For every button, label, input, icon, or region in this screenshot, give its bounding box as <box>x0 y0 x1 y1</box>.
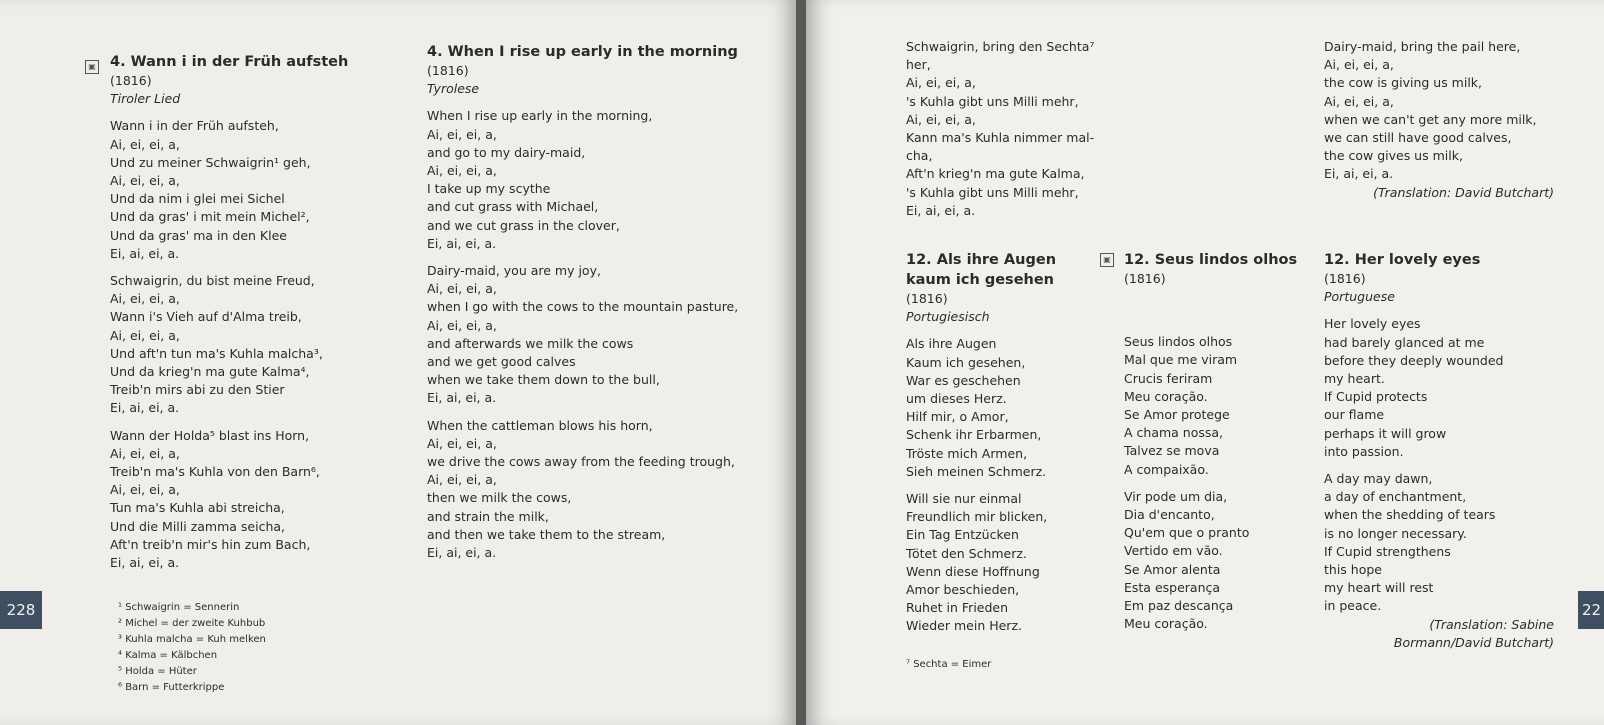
footnotes: ¹ Schwaigrin = Sennerin ² Michel = der zweite Kuhbub ³ Kuhla malcha = Kuh melken ⁴ Kalma = Kälbchen ⁵ Holda = Hüter ⁶ Barn = Futterkrippe <box>118 602 266 693</box>
song-4-english-year: (1816) <box>427 63 469 78</box>
stanza: Seus lindos olhos Mal que me viram Crucis feriram Meu coração. Se Amor protege A chama nossa, Talvez se mova A compaixão. <box>1124 334 1238 477</box>
song-4-german <box>110 52 400 572</box>
song-12-german-year: (1816) <box>906 291 948 306</box>
song-4-german-continuation: Schwaigrin, bring den Sechta⁷ her, Ai, ei, ei, a, 's Kuhla gibt uns Milli mehr, Ai, ei, ei, a, Kann ma's Kuhla nimmer mal- cha, Aft'n krieg'n ma gute Kalma, 's Kuhla gibt uns Milli mehr, Ei, ai, ei, a. <box>906 39 1095 218</box>
song-12-german-title: 12. Als ihre Augen kaum ich gesehen <box>906 252 1057 288</box>
stanza: Will sie nur einmal Freundlich mir blicken, Ein Tag Entzücken Tötet den Schmerz. Wenn diese Hoffnung Amor beschieden, Ruhet in Frieden Wieder mein Herz. <box>906 491 1048 634</box>
stanza: Vir pode um dia, Dia d'encanto, Qu'em que o pranto Vertido em vão. Se Amor alenta Esta esperança Em paz descança Meu coração. <box>1124 488 1250 632</box>
stanza: A day may dawn, a day of enchantment, when the shedding of tears is no longer necessary. If Cupid strengthens this hope my heart will rest in peace. <box>1324 471 1496 614</box>
song-4-german-subtitle: Tiroler Lied <box>110 91 181 107</box>
song-12-english-title: 12. Her lovely eyes <box>1324 252 1481 268</box>
footnote: ⁷ Sechta = Eimer <box>906 659 992 670</box>
song-12-portuguese-title: 12. Seus lindos olhos <box>1124 252 1298 268</box>
stanza: Als ihre Augen Kaum ich gesehen, War es geschehen um dieses Herz. Hilf mir, o Amor, Schenk ihr Erbarmen, Tröste mich Armen, Sieh meinen Schmerz. <box>906 336 1047 479</box>
stanza: Dairy-maid, you are my joy, Ai, ei, ei, a, when I go with the cows to the mountain pasture, Ai, ei, ei, a, and afterwards we milk the cows and we get good calves when we take them down to the bull, Ei, ai, ei, a. <box>427 263 739 406</box>
song-12-english-subtitle: Portuguese <box>1324 289 1395 305</box>
song-12-german <box>906 250 1116 636</box>
song-4-english-title: 4. When I rise up early in the morning <box>427 44 738 60</box>
page-number-right: 22 <box>1578 591 1604 629</box>
track-marker-icon: ▣ <box>1100 253 1114 267</box>
left-page <box>0 0 796 725</box>
song-12-english-year: (1816) <box>1324 271 1366 286</box>
page-number-left: 228 <box>0 591 42 629</box>
stanza: When I rise up early in the morning, Ai, ei, ei, a, and go to my dairy-maid, Ai, ei, ei, a, I take up my scythe and cut grass with Michael, and we cut grass in the clover, Ei, ai, ei, a. <box>427 108 653 251</box>
stanza: When the cattleman blows his horn, Ai, ei, ei, a, we drive the cows away from the feeding trough, Ai, ei, ei, a, then we milk the cows, and strain the milk, and then we take them to the stream, Ei, ai, ei, a. <box>427 417 735 561</box>
song-12-german-subtitle: Portugiesisch <box>906 309 990 325</box>
track-marker-icon: ▣ <box>85 60 99 74</box>
song-12-portuguese <box>1124 250 1304 633</box>
translation-credit: (Translation: Sabine Bormann/David Butchart) <box>1393 616 1554 650</box>
right-page <box>806 0 1604 725</box>
book-gutter <box>796 0 806 725</box>
song-4-english-continuation <box>1324 38 1554 202</box>
stanza: Schwaigrin, du bist meine Freud, Ai, ei, ei, a, Wann i's Vieh auf d'Alma treib, Ai, ei, ei, a, Und aft'n tun ma's Kuhla malcha³, Und da krieg'n ma gute Kalma⁴, Treib'n mirs abi zu den Stier Ei, ai, ei, a. <box>110 273 323 416</box>
song-4-german-title: 4. Wann i in der Früh aufsteh <box>110 54 349 70</box>
song-12-portuguese-year: (1816) <box>1124 271 1166 286</box>
continuation-text: Dairy-maid, bring the pail here, Ai, ei, ei, a, the cow is giving us milk, Ai, ei, ei, a, when we can't get any more milk, we can still have good calves, the cow gives us milk, Ei, ai, ei, a. <box>1324 39 1537 182</box>
song-4-german-year: (1816) <box>110 73 152 88</box>
stanza: Her lovely eyes had barely glanced at me before they deeply wounded my heart. If Cupid protects our flame perhaps it will grow into passion. <box>1324 316 1504 459</box>
translation-credit: (Translation: David Butchart) <box>1373 184 1554 200</box>
stanza: Wann i in der Früh aufsteh, Ai, ei, ei, a, Und zu meiner Schwaigrin¹ geh, Ai, ei, ei, a, Und da nim i glei mei Sichel Und da gras' i mit mein Michel², Und da gras' ma in den Klee Ei, ai, ei, a. <box>110 118 311 261</box>
stanza: Wann der Holda⁵ blast ins Horn, Ai, ei, ei, a, Treib'n ma's Kuhla von den Barn⁶, Ai, ei, ei, a, Tun ma's Kuhla abi streicha, Und die Milli zamma seicha, Aft'n treib'n mir's hin zum Bach, Ei, ai, ei, a. <box>110 427 320 571</box>
song-4-english <box>427 42 772 562</box>
song-4-english-subtitle: Tyrolese <box>427 81 480 97</box>
song-12-english <box>1324 250 1554 652</box>
